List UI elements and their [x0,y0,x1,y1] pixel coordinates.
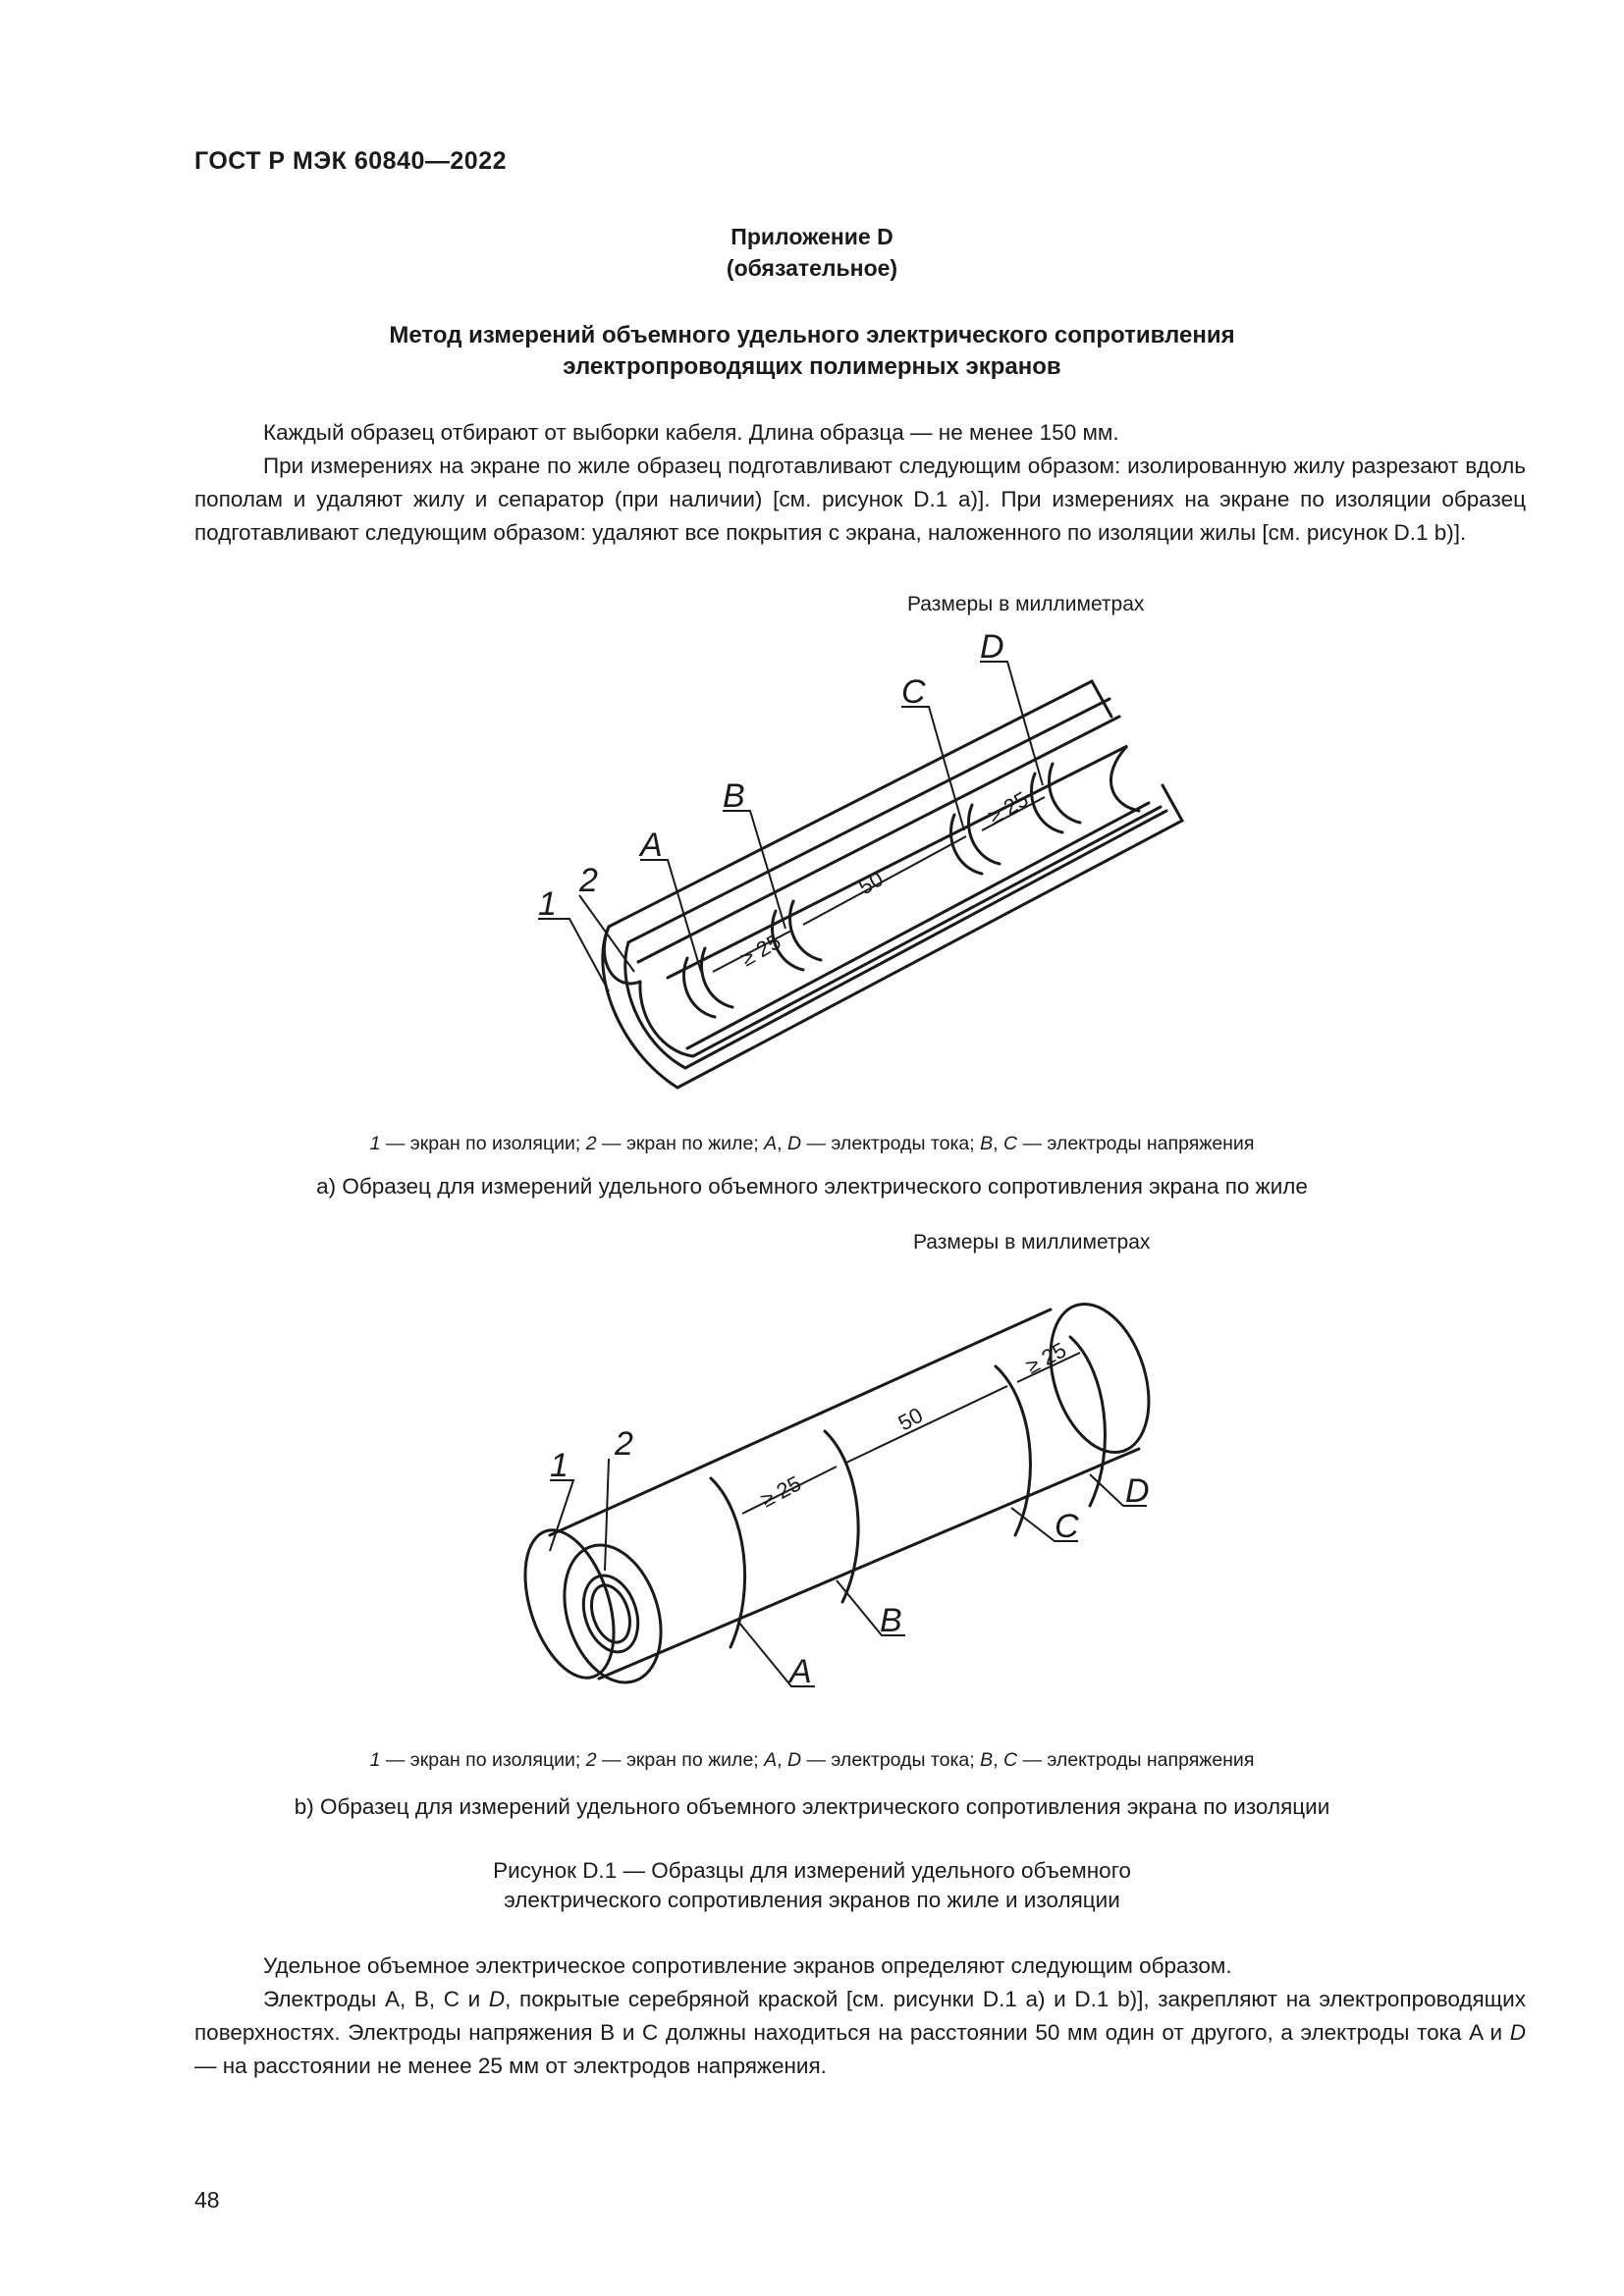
intro-paragraph-1: Каждый образец отбирают от выборки кабеля. Длина образца — не менее 150 мм. [263,420,1119,445]
fig-a-groove [640,807,1161,1056]
body-text [194,1949,1526,2083]
fig-a-label-c: C [901,673,926,711]
fig-a-inner-floor [687,803,1149,1048]
figure-caption-line2: электрического сопротивления экранов по жиле и изоляции [504,1888,1120,1912]
fig-b-label-b: B [880,1602,902,1639]
method-title-line2: электропроводящих полимерных экранов [563,353,1061,380]
fig-a-dim-ab: ≥ 25 [736,929,785,972]
fig-a-label-b: B [723,777,745,815]
annex-title: Приложение D [731,224,893,249]
fig-a-leader-1 [538,919,609,991]
figure-b-drawing [0,1256,1624,1728]
fig-b-cylinder-bottom [599,1449,1139,1679]
fig-a-rim-top [628,699,1110,942]
body-paragraph-2: Электроды A, B, C и D, покрытые серебряной краской [см. рисунки D.1 a) и D.1 b)], закрепляют на электропроводящих поверхностях. Электроды напряжения B и C должны находиться на расстоянии 50 мм один от другого, а электроды тока A и D — на расстоянии не менее 25 мм от электродов напряжения. [194,1987,1526,2078]
fig-b-label-a: A [789,1653,812,1690]
fig-b-dim-cd: ≥ 25 [1021,1337,1071,1379]
figure-a-caption: a) Образец для измерений удельного объемного электрического сопротивления экрана по жиле [316,1174,1308,1199]
fig-b-core [574,1569,647,1659]
fig-a-label-a: A [640,827,663,864]
fig-a-label-d: D [980,628,1004,666]
figure-b-caption: b) Образец для измерений удельного объемного электрического сопротивления экрана по изоляции [294,1794,1330,1819]
fig-a-dim-cd: ≥ 25 [984,786,1033,829]
figure-caption-line1: Рисунок D.1 — Образцы для измерений удельного объемного [493,1858,1131,1883]
fig-b-label-1: 1 [550,1447,568,1484]
body-paragraph-1: Удельное объемное электрическое сопротивление экранов определяют следующим образом. [263,1953,1232,1978]
standard-designation: ГОСТ Р МЭК 60840—2022 [194,147,508,175]
figure-b-dimensions-note: Размеры в миллиметрах [913,1231,1151,1254]
fig-b-leader-1 [550,1480,573,1551]
fig-b-outer-end [509,1519,630,1688]
fig-b-electrode-d [1070,1337,1105,1506]
fig-a-inner-rim [625,811,1166,1068]
fig-a-label-1: 1 [538,885,557,923]
fig-b-cylinder-top [550,1309,1051,1535]
fig-a-top-edge [638,717,1119,962]
figure-a-dimensions-note: Размеры в миллиметрах [907,593,1145,615]
fig-b-dim-ab: ≥ 25 [756,1470,806,1513]
fig-b-label-c: C [1055,1508,1079,1545]
fig-b-label-d: D [1125,1472,1150,1510]
figure-b-legend: 1 — экран по изоляции; 2 — экран по жиле; A, D — электроды тока; B, C — электроды напряжения [369,1749,1255,1771]
fig-b-dim-bc: 50 [893,1402,927,1436]
fig-a-electrode-b2 [789,901,821,960]
method-title-line1: Метод измерений объемного удельного электрического сопротивления [389,322,1235,348]
intro-paragraph-2: При измерениях на экране по жиле образец подготавливают следующим образом: изолированную жилу разрезают вдоль пополам и удаляют жилу и сепаратор (при наличии) [см. рисунок D.1 a)]. При измерениях на экране по изоляции образец подготавливают следующим образом: удаляют все покрытия с экрана, наложенного по изоляции жилы [см. рисунок D.1 b)]. [194,454,1526,545]
fig-a-dim-bc: 50 [854,866,888,900]
fig-b-far-end [1033,1292,1166,1466]
figure-a-legend: 1 — экран по изоляции; 2 — экран по жиле; A, D — электроды тока; B, C — электроды напряжения [369,1133,1255,1154]
fig-b-label-2: 2 [615,1425,633,1463]
annex-status: (обязательное) [726,255,898,281]
fig-b-dimline-bc [846,1386,1007,1463]
fig-a-electrode-c [950,815,982,874]
fig-b-leader-2 [605,1459,609,1571]
fig-a-label-2: 2 [579,862,598,899]
page-number: 48 [194,2187,220,2213]
